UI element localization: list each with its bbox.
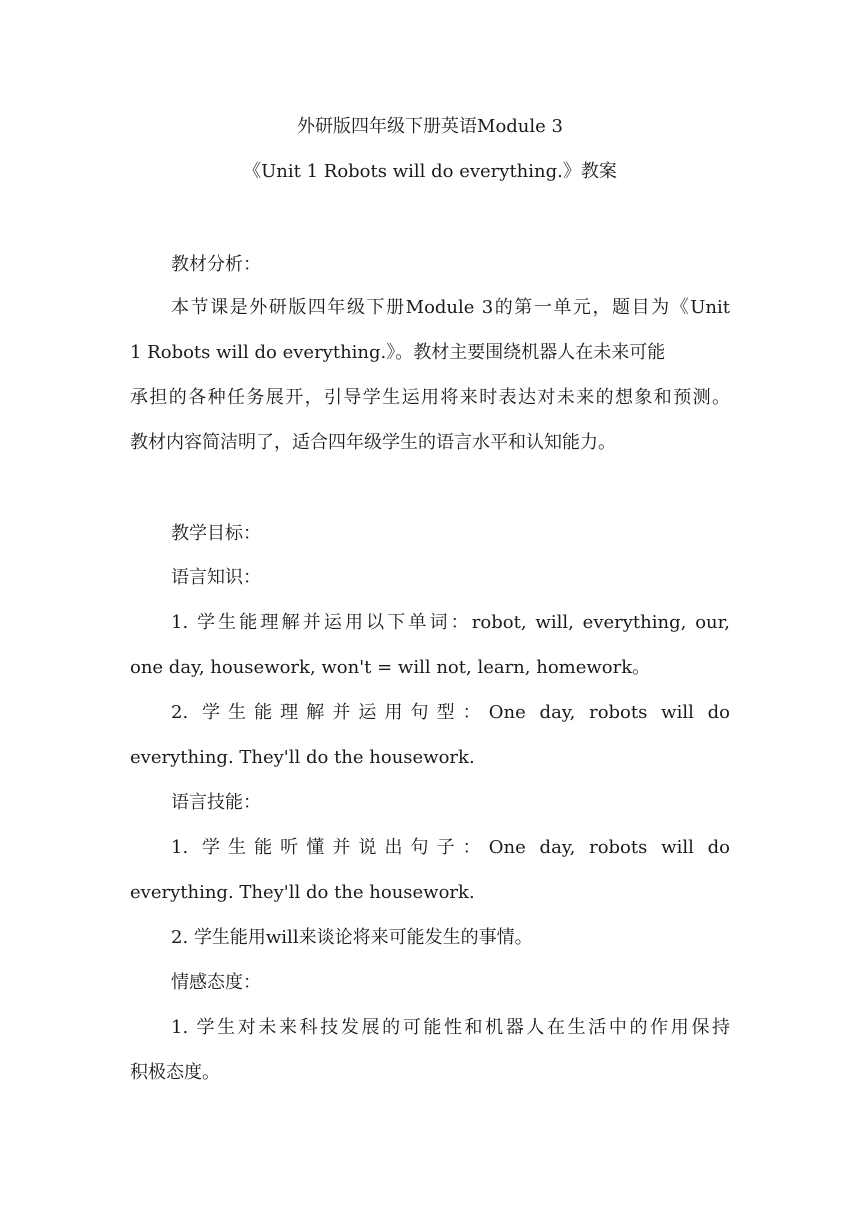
knowledge-item-2-line-2: everything. They'll do the housework. (130, 747, 475, 768)
subheading-emotional-attitude: 情感态度： (171, 972, 261, 993)
attitude-item-1-line-1: 1. 学生对未来科技发展的可能性和机器人在生活中的作用保持 (171, 1017, 730, 1038)
document-title-line-1: 外研版四年级下册英语Module 3 (297, 116, 563, 137)
section-heading-analysis: 教材分析： (171, 254, 261, 275)
attitude-item-1-line-2: 积极态度。 (130, 1062, 220, 1083)
analysis-paragraph-line-1: 本节课是外研版四年级下册Module 3的第一单元，题目为《Unit (171, 297, 730, 318)
subheading-language-skills: 语言技能： (171, 792, 261, 813)
knowledge-item-1-line-1: 1. 学生能理解并运用以下单词：robot, will, everything, our, (171, 612, 730, 633)
subheading-language-knowledge: 语言知识： (171, 567, 261, 588)
section-heading-objectives: 教学目标： (171, 523, 261, 544)
skills-item-1-line-1: 1. 学生能听懂并说出句子：One day, robots will do (171, 837, 730, 858)
knowledge-item-1-line-2: one day, housework, won't = will not, learn, homework。 (130, 657, 651, 678)
analysis-paragraph-line-3: 承担的各种任务展开，引导学生运用将来时表达对未来的想象和预测。 (130, 387, 730, 408)
knowledge-item-2-line-1: 2. 学生能理解并运用句型：One day, robots will do (171, 702, 730, 723)
document-title-line-2: 《Unit 1 Robots will do everything.》教案 (243, 161, 617, 182)
analysis-paragraph-line-2: 1 Robots will do everything.》。教材主要围绕机器人在未来可能 (130, 342, 666, 363)
skills-item-2-line-1: 2. 学生能用will来谈论将来可能发生的事情。 (171, 927, 533, 948)
analysis-paragraph-line-4: 教材内容简洁明了，适合四年级学生的语言水平和认知能力。 (130, 432, 616, 453)
skills-item-1-line-2: everything. They'll do the housework. (130, 882, 475, 903)
